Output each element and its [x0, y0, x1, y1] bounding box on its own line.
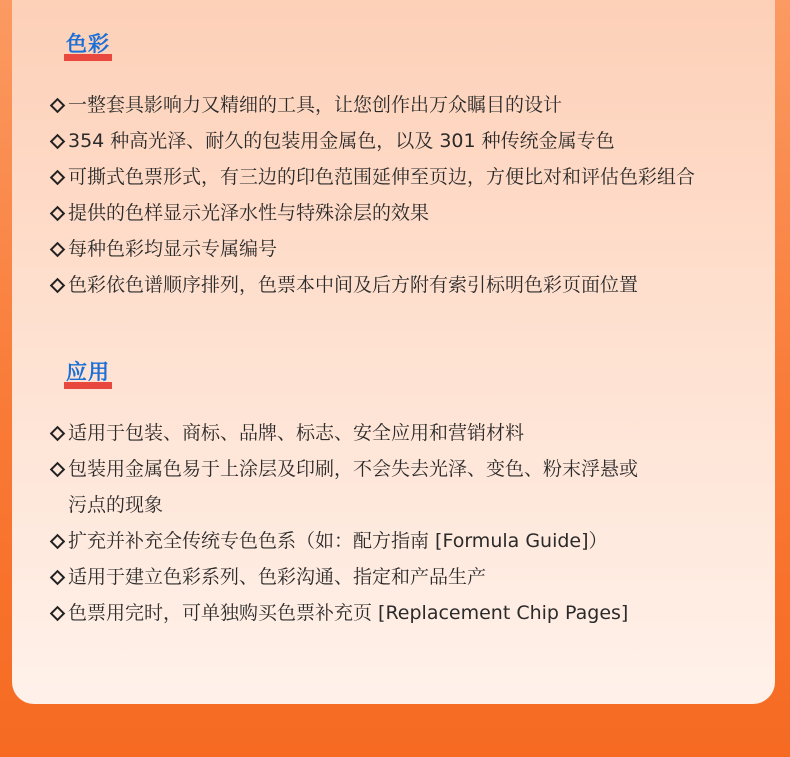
list-item-text: 色票用完时，可单独购买色票补充页 [Replacement Chip Pages]	[68, 602, 629, 624]
application-feature-list	[50, 415, 638, 631]
diamond-bullet-icon	[50, 278, 66, 294]
list-item	[50, 559, 638, 595]
list-item	[50, 123, 695, 159]
list-item	[50, 231, 695, 267]
list-item	[50, 415, 638, 451]
list-item	[50, 195, 695, 231]
list-item	[50, 267, 695, 303]
diamond-bullet-icon	[50, 170, 66, 186]
section-title-text: 应用	[66, 360, 110, 384]
color-feature-list	[50, 87, 695, 303]
list-item	[50, 595, 638, 631]
diamond-bullet-icon	[50, 570, 66, 586]
list-item-text: 354 种高光泽、耐久的包装用金属色，以及 301 种传统金属专色	[68, 130, 615, 152]
diamond-bullet-icon	[50, 242, 66, 258]
list-item	[50, 451, 638, 523]
section-title-text: 色彩	[66, 32, 110, 56]
list-item	[50, 87, 695, 123]
diamond-bullet-icon	[50, 206, 66, 222]
section-title-application	[66, 358, 110, 386]
content-card	[12, 0, 775, 704]
diamond-bullet-icon	[50, 462, 66, 478]
diamond-bullet-icon	[50, 134, 66, 150]
diamond-bullet-icon	[50, 534, 66, 550]
list-item-text: 每种色彩均显示专属编号	[68, 238, 278, 260]
list-item-text: 扩充并补充全传统专色色系（如：配方指南 [Formula Guide]）	[68, 530, 608, 552]
diamond-bullet-icon	[50, 98, 66, 114]
list-item-text-continued: 污点的现象	[68, 494, 164, 516]
list-item-text: 适用于建立色彩系列、色彩沟通、指定和产品生产	[68, 566, 487, 588]
list-item	[50, 159, 695, 195]
list-item-text: 适用于包装、商标、品牌、标志、安全应用和营销材料	[68, 422, 525, 444]
section-title-color	[66, 30, 110, 58]
diamond-bullet-icon	[50, 606, 66, 622]
list-item-text: 包装用金属色易于上涂层及印刷，不会失去光泽、变色、粉末浮悬或	[68, 458, 639, 480]
list-item-text: 可撕式色票形式，有三边的印色范围延伸至页边，方便比对和评估色彩组合	[68, 166, 696, 188]
list-item-text: 提供的色样显示光泽水性与特殊涂层的效果	[68, 202, 430, 224]
list-item-text: 色彩依色谱顺序排列，色票本中间及后方附有索引标明色彩页面位置	[68, 274, 639, 296]
list-item	[50, 523, 638, 559]
list-item-text: 一整套具影响力又精细的工具，让您创作出万众瞩目的设计	[68, 94, 563, 116]
diamond-bullet-icon	[50, 426, 66, 442]
